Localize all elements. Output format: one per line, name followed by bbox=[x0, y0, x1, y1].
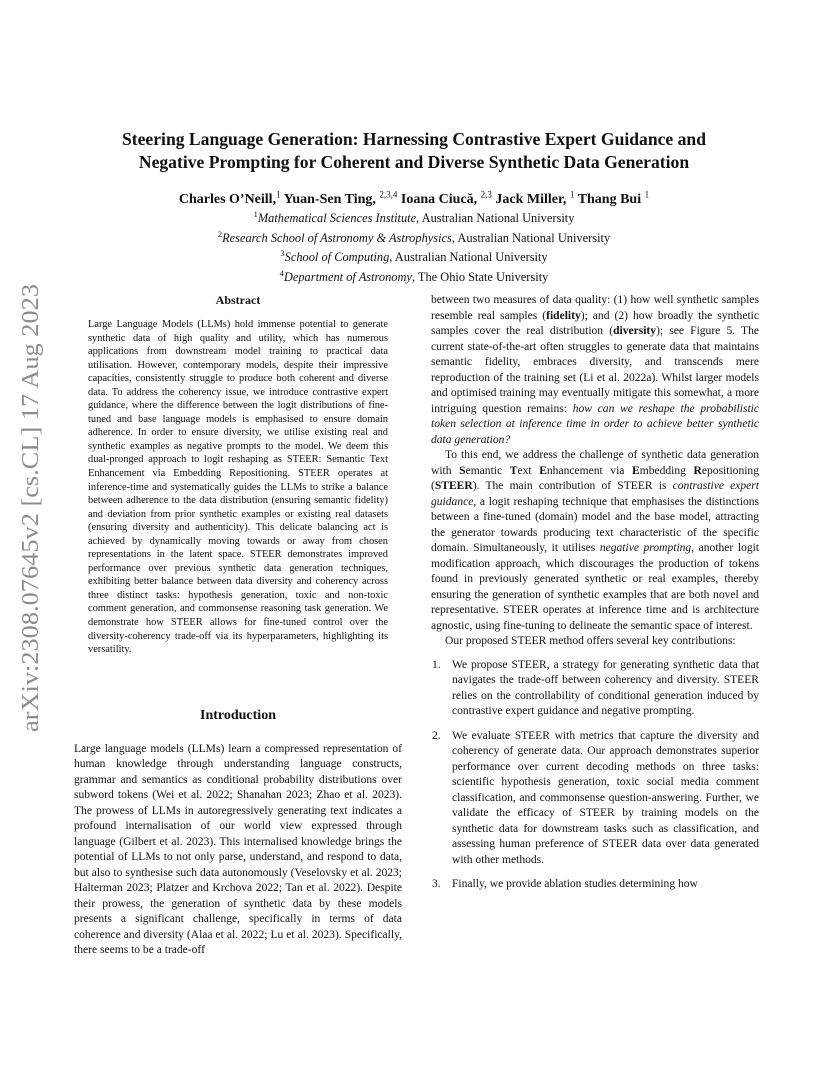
right-column bbox=[431, 293, 759, 902]
author: Thang Bui $^1$ bbox=[577, 189, 650, 207]
author: Jack Miller, $^1$ bbox=[495, 189, 575, 207]
affiliation-list bbox=[70, 207, 758, 286]
title-line-2: Negative Prompting for Coherent and Diverse Synthetic Data Generation bbox=[138, 152, 690, 172]
paragraph-steer-intro: To this end, we address the challenge of synthetic data generation with Semantic Text Enhancement via Embedding Repositioning (STEER). The main contribution of STEER is contrastive expert guidance, a logit reshaping technique that emphasises the distinctions between a fine-tuned (domain) model and the base model, attracting the generator towards producing text characteristic of the specific domain. Simultaneously, it utilises negative prompting, another logit modification approach, which discourages the production of tokens found in previously generated synthetic or real examples, thereby ensuring the generation of synthetic examples that are both novel and representative. STEER operates at inference time and is architecture agnostic, using fine-tuning to delineate the semantic space of interest. bbox=[431, 449, 760, 632]
abstract-body bbox=[88, 318, 388, 657]
introduction-body bbox=[74, 730, 402, 970]
list-item: 1. We propose STEER, a strategy for generating synthetic data that navigates the trade-off between coherency and diversity. STEER relies on the controllability of conditional generation induced by contrastive expert guidance and negative prompting. bbox=[432, 658, 759, 717]
arxiv-identifier-text: arXiv:2308.07645v2 [cs.CL] 17 Aug 2023 bbox=[18, 324, 44, 732]
paper-title bbox=[70, 128, 758, 174]
abstract-heading: Abstract bbox=[215, 293, 261, 307]
introduction-paragraph: Large language models (LLMs) learn a compressed representation of human knowledge through understanding language constructs, grammar and semantics as conditional probability distributions over subword tokens (Wei et al. 2022; Shanahan 2023; Zhao et al. 2023). The prowess of LLMs in autoregressively generating text indicates a profound internalisation of our world view expressed through language (Gilbert et al. 2023). This internalised knowledge brings the potential of LLMs to not only parse, understand, and respond to data, but also to synthesise such data autonomously (Veselovsky et al. 2023; Halterman 2023; Platzer and Krchova 2022; Tan et al. 2022). Despite their prowess, the generation of synthetic data by these models presents a significant challenge, specifically in terms of data coherence and diversity (Alaa et al. 2022; Lu et al. 2023). Specifically, there seems to be a trade-off bbox=[74, 742, 402, 957]
author-list bbox=[70, 184, 758, 210]
paragraph-data-quality: between two measures of data quality: (1) how well synthetic samples resemble real samples (fidelity); and (2) how broadly the synthetic samples cover the real distribution (diversity); see Figure 5. The current state-of-the-art often struggles to generate data that maintains semantic fidelity, embraces diversity, and transcends mere reproduction of the training set (Li et al. 2022a). Whilst larger models and optimised training may eventually mitigate this somewhat, a more intriguing question remains: how can we reshape the probabilistic token selection at inference time in order to achieve better synthetic data generation? bbox=[431, 294, 760, 446]
affiliation: $^2$Research School of Astronomy & Astrophysics, Australian National University bbox=[217, 228, 611, 245]
introduction-heading: Introduction bbox=[200, 708, 276, 723]
affiliation: $^3$School of Computing, Australian National University bbox=[280, 248, 548, 265]
contribution-list bbox=[431, 658, 759, 893]
arxiv-identifier-stamp bbox=[12, 0, 48, 1072]
author: Ioana Ciucă, $^{2,3}$ bbox=[400, 189, 492, 207]
paragraph-contributions-intro: Our proposed STEER method offers several key contributions: bbox=[445, 635, 736, 647]
author: Yuan-Sen Ting, $^{2,3,4}$ bbox=[283, 189, 398, 207]
list-item: 3. Finally, we provide ablation studies determining how bbox=[432, 878, 698, 890]
affiliation: $^4$Department of Astronomy, The Ohio State University bbox=[279, 267, 549, 284]
title-line-1: Steering Language Generation: Harnessing Contrastive Expert Guidance and bbox=[121, 129, 706, 149]
list-item: 2. We evaluate STEER with metrics that capture the diversity and coherency of generate data. Our approach demonstrates superior performance over current decoding methods on three tasks: scientific hypothesis generation, toxic social media comment classification, and commonsense question-answering. Further, we validate the efficacy of STEER by training models on the synthetic data for downstream tasks such as classification, and assessing human preference of STEER data over data generated with other methods. bbox=[432, 729, 759, 866]
abstract-text: Large Language Models (LLMs) hold immense potential to generate synthetic data of high quality and utility, which has numerous applications from downstream model training to practical data utilisation. However, contemporary models, despite their impressive capacities, consistently struggle to produce both coherent and diverse data. To address the coherency issue, we introduce contrastive expert guidance, where the difference between the logit distributions of fine-tuned and base language models is emphasised to ensure domain adherence. In order to ensure diversity, we utilise existing real and synthetic examples as negative prompts to the model. We deem this dual-pronged approach to logit reshaping as STEER: Semantic Text Enhancement via Embedding Repositioning. STEER operates at inference-time and systematically guides the LLMs to strike a balance between adherence to the data distribution (ensuring semantic fidelity) and deviation from prior synthetic examples or existing real datasets (ensuring diversity and authenticity). This delicate balancing act is achieved by dynamically moving towards or away from chosen representations in the latent space. STEER demonstrates improved performance over previous synthetic data generation techniques, exhibiting better balance between data diversity and coherency across three distinct tasks: hypothesis generation, toxic and non-toxic comment generation, and commonsense reasoning task generation. We demonstrate how STEER allows for fine-tuned control over the diversity-coherency trade-off via its hyperparameters, highlighting its versatility. bbox=[88, 319, 388, 656]
affiliation: $^1$Mathematical Sciences Institute, Australian National University bbox=[253, 209, 575, 226]
author: Charles O’Neill,$^1$ bbox=[178, 189, 281, 207]
